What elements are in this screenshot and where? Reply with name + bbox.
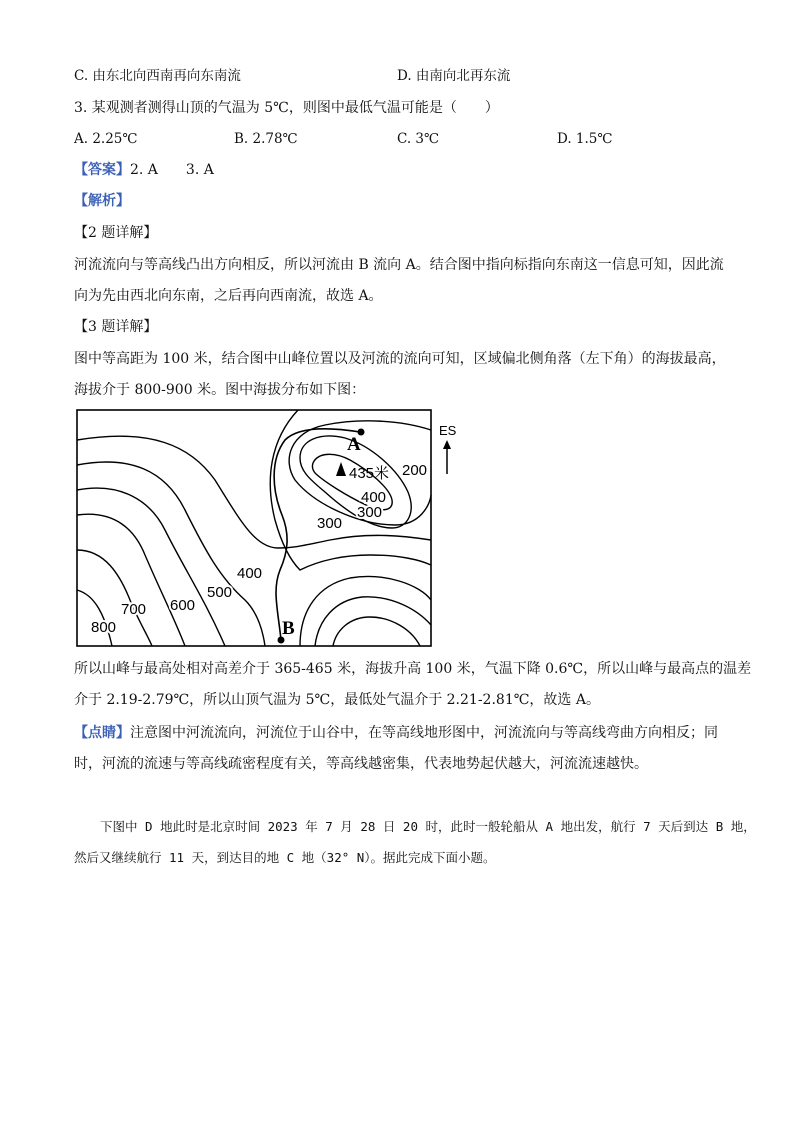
contour-label-600: 600 [170, 597, 196, 614]
contour-label-300: 300 [357, 504, 383, 521]
q2-option-c: C. 由东北向西南再向东南流 [74, 68, 241, 84]
peak-triangle-icon [336, 462, 346, 476]
q3-after-line-2: 介于 2.19-2.79℃，所以山顶气温为 5℃，最低处气温介于 2.21-2.81℃，故选 A。 [74, 692, 600, 708]
contour-label-400: 400 [237, 565, 263, 582]
analysis-tag: 【解析】 [74, 193, 130, 209]
q3-option-a: A. 2.25℃ [74, 131, 138, 147]
contour-map [74, 406, 464, 652]
peak-label: 435米 [349, 465, 390, 482]
contour-line [315, 597, 431, 646]
tip-text-1: 注意图中河流流向，河流位于山谷中，在等高线地形图中，河流流向与等高线弯曲方向相反；同 [130, 725, 718, 741]
q2-option-d: D. 由南向北再东流 [397, 68, 511, 84]
next-intro-line-2: 然后又继续航行 11 天，到达目的地 C 地（32° N）。据此完成下面小题。 [74, 850, 496, 865]
q3-after-line-1: 所以山峰与最高处相对高差介于 365-465 米，海拔升高 100 米，气温下降 0.6℃，所以山峰与最高点的温差 [74, 661, 752, 677]
q2-detail-tag: 【2 题详解】 [74, 225, 158, 241]
contour-line [77, 590, 112, 646]
point-a-label: A [347, 434, 361, 455]
contour-label-500: 500 [207, 584, 233, 601]
contour-label-200: 200 [402, 462, 428, 479]
q3-option-d: D. 1.5℃ [557, 131, 613, 147]
q3-stem: 3. 某观测者测得山顶的气温为 5℃，则图中最低气温可能是（ ） [74, 100, 499, 116]
contour-label-800: 800 [91, 619, 117, 636]
answer-text: 2. A 3. A [130, 162, 214, 178]
q3-option-c: C. 3℃ [397, 131, 440, 147]
q2-detail-line-1: 河流流向与等高线凸出方向相反，所以河流由 B 流向 A。结合图中指向标指向东南这一信息可知，因此流 [74, 257, 724, 273]
contour-label-300: 300 [317, 515, 343, 532]
q3-detail-line-2: 海拔介于 800-900 米。图中海拔分布如下图： [74, 382, 366, 398]
point-b-label: B [282, 618, 295, 639]
answer-tag: 【答案】 [74, 162, 130, 178]
north-arrowhead-icon [443, 440, 451, 449]
contour-line [333, 617, 420, 646]
answer-line [74, 161, 214, 179]
river-line [274, 429, 360, 640]
contour-label-400: 400 [361, 489, 387, 506]
tip-line-2: 时，河流的流速与等高线疏密程度有关，等高线越密集，代表地势起伏越大，河流流速越快。 [74, 756, 648, 772]
tip-line-1 [74, 724, 718, 742]
contour-label-700: 700 [121, 601, 147, 618]
q2-detail-line-2: 向为先由西北向东南，之后再向西南流，故选 A。 [74, 288, 383, 304]
q3-option-b: B. 2.78℃ [234, 131, 298, 147]
q3-detail-line-1: 图中等高距为 100 米，结合图中山峰位置以及河流的流向可知，区域偏北侧角落（左下角）的海拔最高， [74, 351, 726, 367]
q3-detail-tag: 【3 题详解】 [74, 319, 158, 335]
next-intro-line-1: 下图中 D 地此时是北京时间 2023 年 7 月 28 日 20 时，此时一般轮船从 A 地出发，航行 7 天后到达 B 地， [100, 819, 756, 834]
tip-tag: 【点睛】 [74, 725, 130, 741]
north-arrow-label: ES [439, 423, 457, 438]
contour-line [300, 577, 431, 646]
